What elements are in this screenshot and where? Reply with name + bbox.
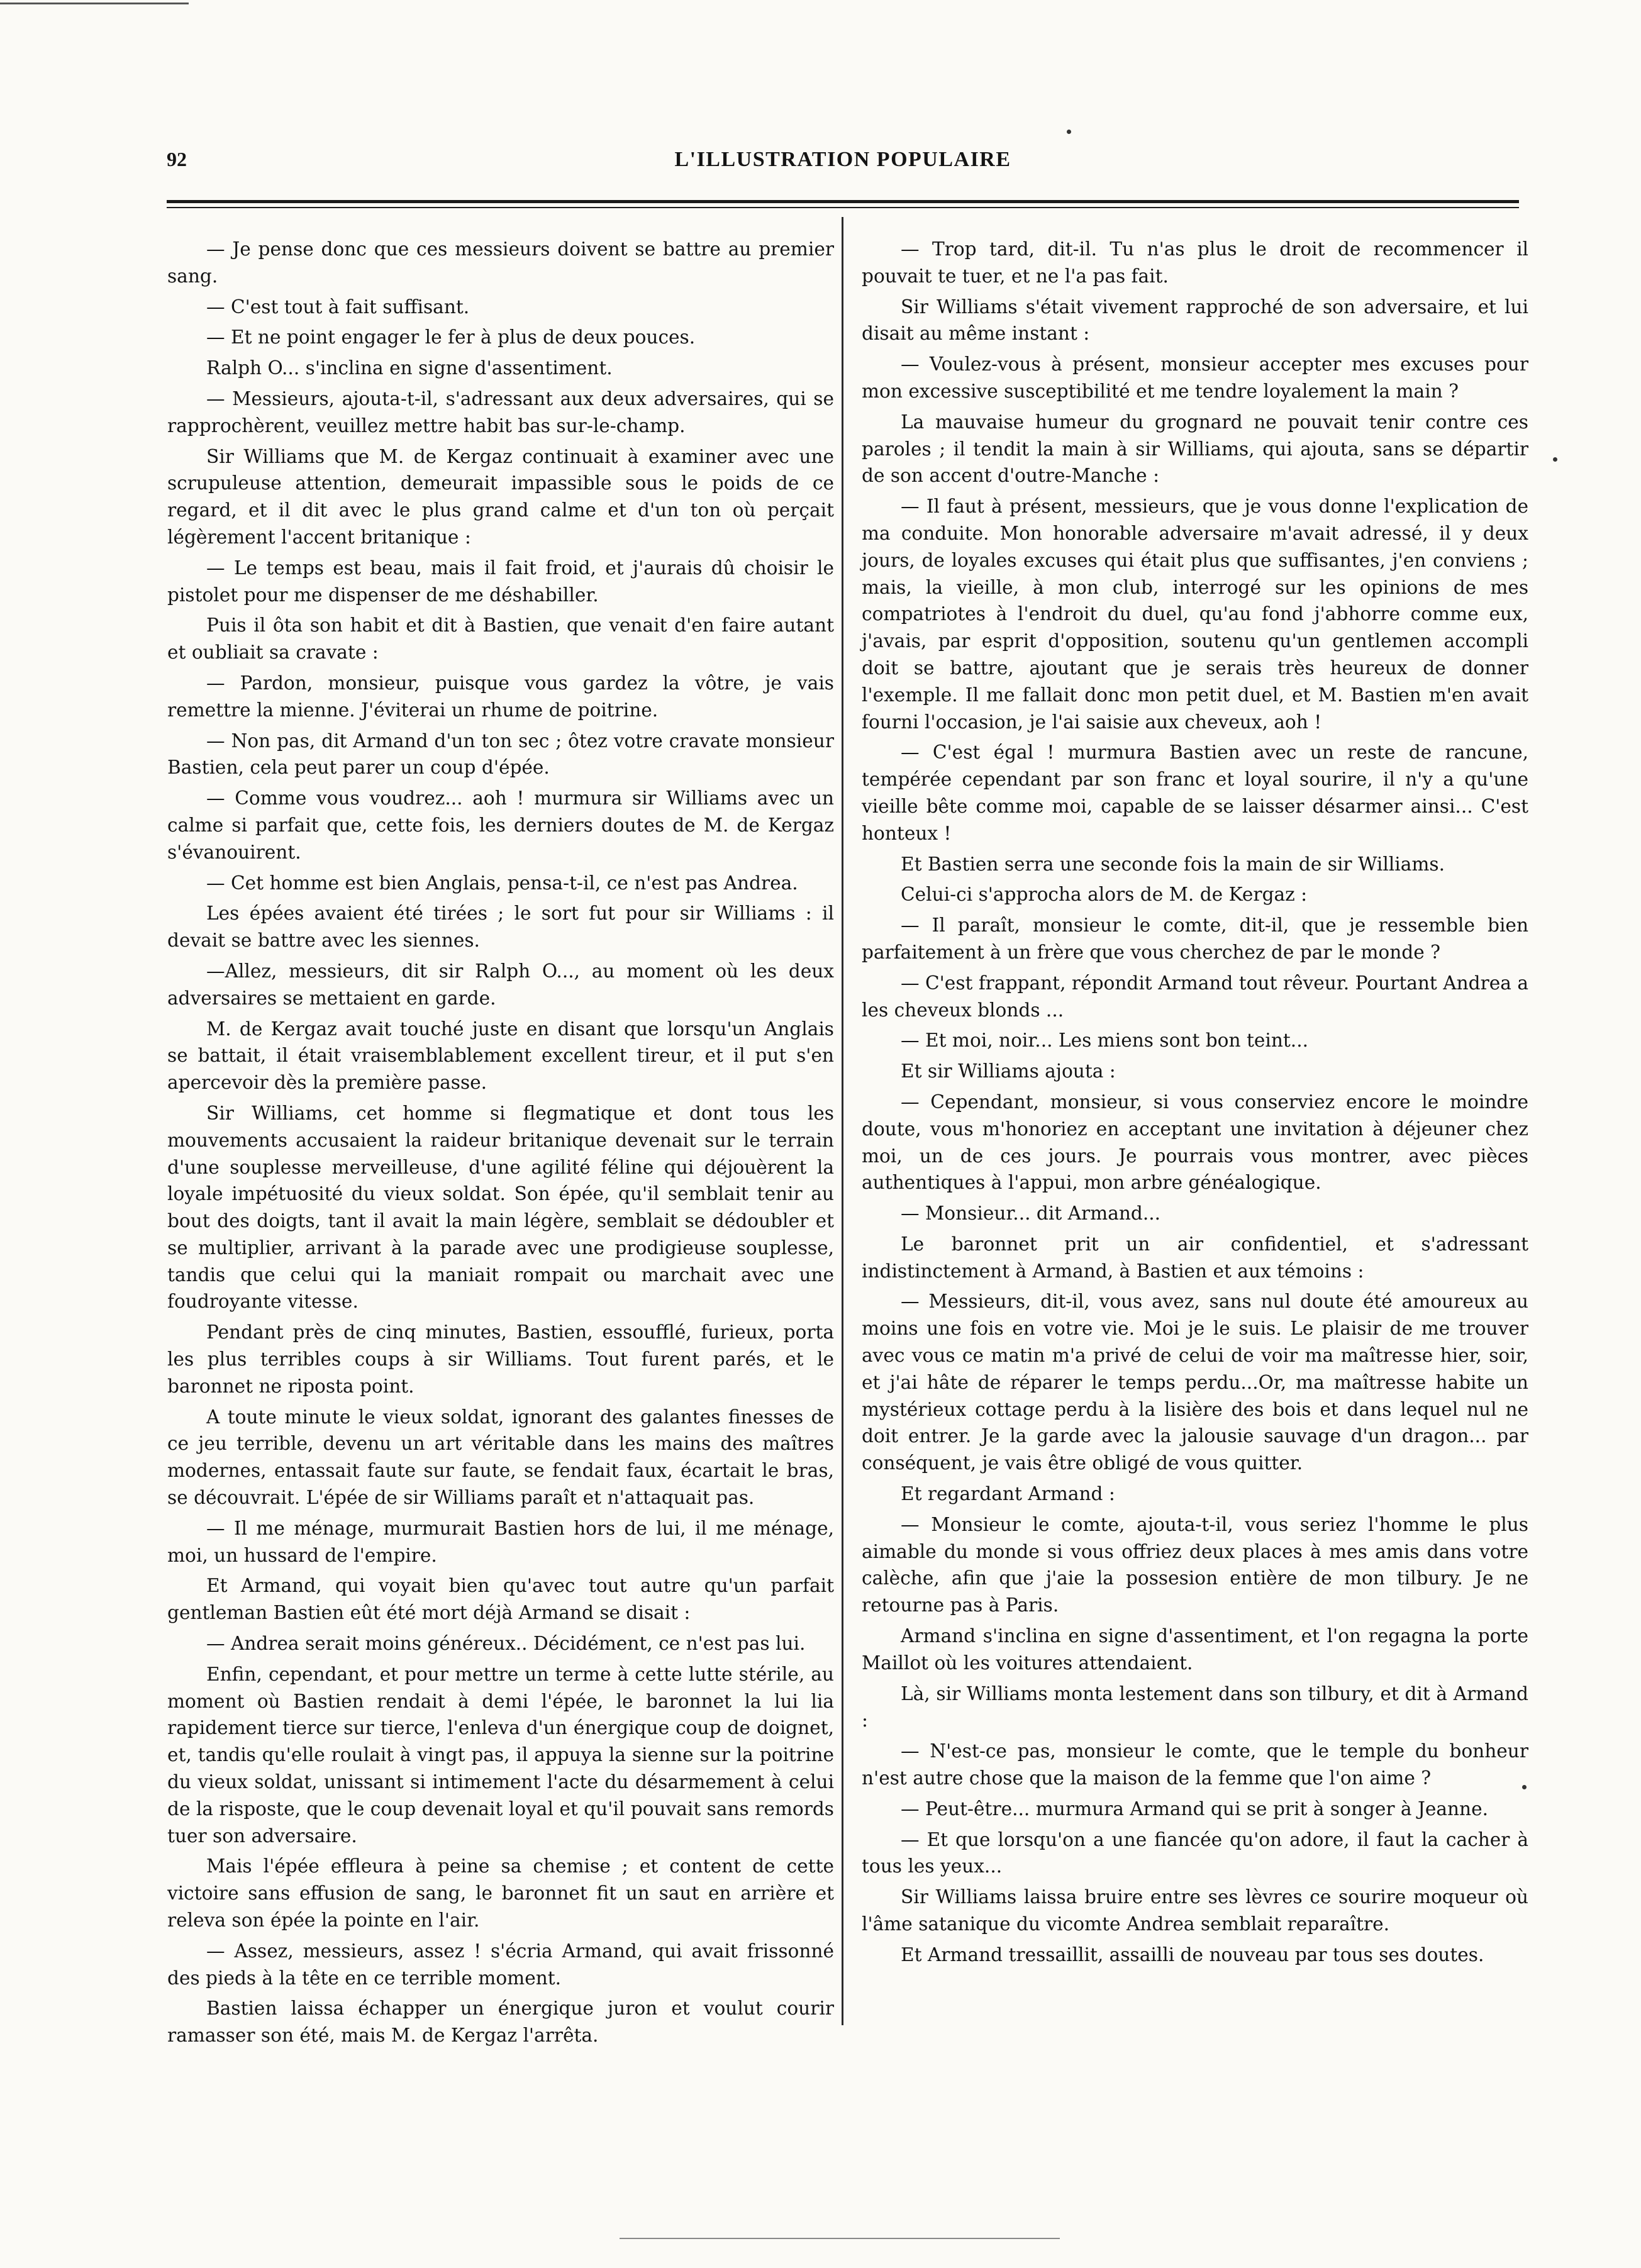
paragraph: Sir Williams s'était vivement rapproché de son adversaire, et lui disait au même instant : xyxy=(862,296,1528,345)
paragraph: — C'est tout à fait suffisant. xyxy=(206,296,470,318)
paragraph: La mauvaise humeur du grognard ne pouvait tenir contre ces paroles ; il tendit la main à sir Williams, qui ajouta, sans se départir de son accent d'outre-Manche : xyxy=(862,411,1528,487)
paragraph: — Le temps est beau, mais il fait froid, et j'aurais dû choisir le pistolet pour me dispenser de me déshabiller. xyxy=(167,557,834,606)
top-edge-rule xyxy=(0,3,189,4)
paragraph: Bastien laissa échapper un énergique juron et voulut courir ramasser son été, mais M. de Kergaz l'arrêta. xyxy=(167,1998,834,2047)
paragraph: — Trop tard, dit-il. Tu n'as plus le droit de recommencer il pouvait te tuer, et ne l'a pas fait. xyxy=(862,238,1528,287)
bottom-rule xyxy=(620,2238,1060,2239)
paragraph: — Il me ménage, murmurait Bastien hors de lui, il me ménage, moi, un hussard de l'empire. xyxy=(167,1517,834,1566)
paragraph: — Messieurs, dit-il, vous avez, sans nul doute été amoureux au moins une fois en votre vie. Moi je le suis. Le plaisir de me trouver avec vous ce matin m'a privé de celui de voir ma maîtresse hier, soir, et j'ai hâte de réparer le temps perdu...Or, ma maîtresse habite un mystérieux cottage perdu à la lisière des bois et dans lequel nul ne doit entrer. Je la garde avec la jalousie sauvage d'un dragon... par conséquent, je vais être obligé de vous quitter. xyxy=(862,1291,1528,1474)
paragraph: Là, sir Williams monta lestement dans son tilbury, et dit à Armand : xyxy=(862,1682,1528,1732)
paragraph: Sir Williams, cet homme si flegmatique et dont tous les mouvements accusaient la raideur britanique devenait sur le terrain d'une souplesse merveilleuse, d'une agilité féline qui déjouèrent la loyale impétuosité du vieux soldat. Son épée, qu'il semblait tenir au bout des doigts, tant il avait la main légère, semblait se dédoubler et se multiplier, arrivant à la parade avec une prodigieuse souplesse, tandis que celui qui la maniait rompait ou marchait avec une foudroyante vitesse. xyxy=(167,1102,834,1313)
paragraph: — Voulez-vous à présent, monsieur accepter mes excuses pour mon excessive susceptibilité et me tendre loyalement la main ? xyxy=(862,353,1528,402)
paragraph: — Pardon, monsieur, puisque vous gardez la vôtre, je vais remettre la mienne. J'éviterai un rhume de poitrine. xyxy=(167,672,834,721)
paragraph: — Et ne point engager le fer à plus de deux pouces. xyxy=(206,326,696,348)
paragraph: — Messieurs, ajouta-t-il, s'adressant aux deux adversaires, qui se rapprochèrent, veuillez mettre habit bas sur-le-champ. xyxy=(167,387,834,436)
paragraph: Le baronnet prit un air confidentiel, et s'adressant indistinctement à Armand, à Bastien et aux témoins : xyxy=(862,1233,1528,1282)
left-column xyxy=(167,236,834,2053)
paragraph: Mais l'épée effleura à peine sa chemise ; et content de cette victoire sans effusion de sang, le baronnet fit un saut en arrière et releva son épée la pointe en l'air. xyxy=(167,1855,834,1932)
paragraph: Et Armand, qui voyait bien qu'avec tout autre qu'un parfait gentleman Bastien eût été mort déjà Armand se disait : xyxy=(167,1575,834,1624)
paragraph: Pendant près de cinq minutes, Bastien, essoufflé, furieux, porta les plus terribles coups à sir Williams. Tout furent parés, et le baronnet ne riposta point. xyxy=(167,1321,834,1397)
page-number: 92 xyxy=(167,148,187,170)
paragraph: — Monsieur le comte, ajouta-t-il, vous seriez l'homme le plus aimable du monde si vous offriez deux places à mes amis dans votre calèche, afin que j'aie la possesion entière de mon tilbury. Je ne retourne pas à Paris. xyxy=(862,1513,1528,1616)
paragraph: Et Bastien serra une seconde fois la main de sir Williams. xyxy=(901,853,1445,875)
paragraph: — Peut-être... murmura Armand qui se prit à songer à Jeanne. xyxy=(901,1798,1489,1820)
paragraph: Armand s'inclina en signe d'assentiment, et l'on regagna la porte Maillot où les voitures attendaient. xyxy=(862,1625,1528,1674)
paragraph: Enfin, cependant, et pour mettre un terme à cette lutte stérile, au moment où Bastien rendait à demi l'épée, le baronnet la lui lia rapidement tierce sur tierce, l'enleva d'un énergique coup de doignet, et, tandis qu'elle roulait à vingt pas, il appuya la sienne sur la poitrine du vieux soldat, unissant si intimement l'acte du désarmement à celui de la risposte, que le coup devenait loyal et qu'il pouvait sans remords tuer son adversaire. xyxy=(167,1663,834,1847)
paragraph: — Assez, messieurs, assez ! s'écria Armand, qui avait frissonné des pieds à la tête en ce terrible moment. xyxy=(167,1940,834,1989)
paragraph: M. de Kergaz avait touché juste en disant que lorsqu'un Anglais se battait, il était vraisemblablement excellent tireur, et il put s'en apercevoir dès la première passe. xyxy=(167,1018,834,1094)
header-rule-thick xyxy=(167,200,1519,203)
paragraph: A toute minute le vieux soldat, ignorant des galantes finesses de ce jeu terrible, devenu un art véritable dans les mains des maîtres modernes, entassait faute sur faute, se fendait faux, écartait le bras, se découvrait. L'épée de sir Williams paraît et n'attaquait pas. xyxy=(167,1406,834,1509)
ink-speck xyxy=(1522,1785,1527,1789)
paragraph: Et regardant Armand : xyxy=(901,1483,1115,1505)
right-column xyxy=(862,236,1528,1972)
paragraph: — Non pas, dit Armand d'un ton sec ; ôtez votre cravate monsieur Bastien, cela peut parer un coup d'épée. xyxy=(167,730,834,779)
paragraph: — Il faut à présent, messieurs, que je vous donne l'explication de ma conduite. Mon honorable adversaire m'avait adressé, il y deux jours, de loyales excuses qui était plus que suffisantes, j'en conviens ; mais, la vieille, à mon club, interrogé sur les opinions de mes compatriotes à l'endroit du duel, qu'au fond j'abhorre comme eux, j'avais, par esprit d'opposition, soutenu qu'un gentlemen accompli doit se battre, ajoutant que je serais très heureux de donner l'exemple. Il me fallait donc mon petit duel, et M. Bastien m'en avait fourni l'occasion, je l'ai saisie aux cheveux, aoh ! xyxy=(862,496,1528,733)
header-rule-thin xyxy=(167,207,1519,208)
paragraph: — Cependant, monsieur, si vous conserviez encore le moindre doute, vous m'honoriez en acceptant une invitation à déjeuner chez moi, un de ces jours. Je pourrais vous montrer, avec pièces authentiques à l'appui, mon arbre généalogique. xyxy=(862,1091,1528,1194)
paragraph: — Il paraît, monsieur le comte, dit-il, que je ressemble bien parfaitement à un frère que vous cherchez de par le monde ? xyxy=(862,914,1528,963)
paragraph: — C'est égal ! murmura Bastien avec un reste de rancune, tempérée cependant par son franc et loyal sourire, il n'y a qu'une vieille bête comme moi, capable de se laisser désarmer ainsi... C'est honteux ! xyxy=(862,742,1528,844)
paragraph: Puis il ôta son habit et dit à Bastien, que venait d'en faire autant et oubliait sa cravate : xyxy=(167,614,834,664)
page-header xyxy=(167,148,1519,186)
paragraph: Sir Williams que M. de Kergaz continuait à examiner avec une scrupuleuse attention, demeurait impassible sous le poids de ce regard, et il dit avec le plus grand calme et d'un ton où perçait légèrement l'accent britanique : xyxy=(167,445,834,548)
paragraph: — Et que lorsqu'on a une fiancée qu'on adore, il faut la cacher à tous les yeux... xyxy=(862,1828,1528,1877)
paragraph: — Comme vous voudrez... aoh ! murmura sir Williams avec un calme si parfait que, cette fois, les derniers doutes de M. de Kergaz s'évanouirent. xyxy=(167,787,834,863)
paragraph: Sir Williams laissa bruire entre ses lèvres ce sourire moqueur où l'âme satanique du vicomte Andrea semblait reparaître. xyxy=(862,1886,1528,1935)
paragraph: — Monsieur... dit Armand... xyxy=(901,1203,1161,1225)
paragraph: Les épées avaient été tirées ; le sort fut pour sir Williams : il devait se battre avec les siennes. xyxy=(167,903,834,952)
paragraph: — Cet homme est bien Anglais, pensa-t-il, ce n'est pas Andrea. xyxy=(206,872,798,894)
paragraph: — Andrea serait moins généreux.. Décidément, ce n'est pas lui. xyxy=(206,1633,806,1655)
paragraph: — N'est-ce pas, monsieur le comte, que le temple du bonheur n'est autre chose que la maison de la femme que l'on aime ? xyxy=(862,1740,1528,1789)
paragraph: Celui-ci s'approcha alors de M. de Kergaz : xyxy=(901,884,1308,906)
paragraph: Et Armand tressaillit, assailli de nouveau par tous ses doutes. xyxy=(901,1943,1484,1965)
column-divider xyxy=(842,217,843,2025)
paragraph: Ralph O... s'inclina en signe d'assentiment. xyxy=(206,357,613,379)
ink-speck xyxy=(1067,130,1071,134)
paragraph: — Et moi, noir... Les miens sont bon teint... xyxy=(901,1030,1309,1052)
paragraph: Et sir Williams ajouta : xyxy=(901,1060,1116,1082)
ink-speck xyxy=(1553,457,1557,462)
journal-title: L'ILLUSTRATION POPULAIRE xyxy=(674,148,1011,171)
paragraph: — Je pense donc que ces messieurs doivent se battre au premier sang. xyxy=(167,238,834,287)
paragraph: —Allez, messieurs, dit sir Ralph O..., au moment où les deux adversaires se mettaient en garde. xyxy=(167,960,834,1009)
paragraph: — C'est frappant, répondit Armand tout rêveur. Pourtant Andrea a les cheveux blonds ... xyxy=(862,972,1528,1021)
